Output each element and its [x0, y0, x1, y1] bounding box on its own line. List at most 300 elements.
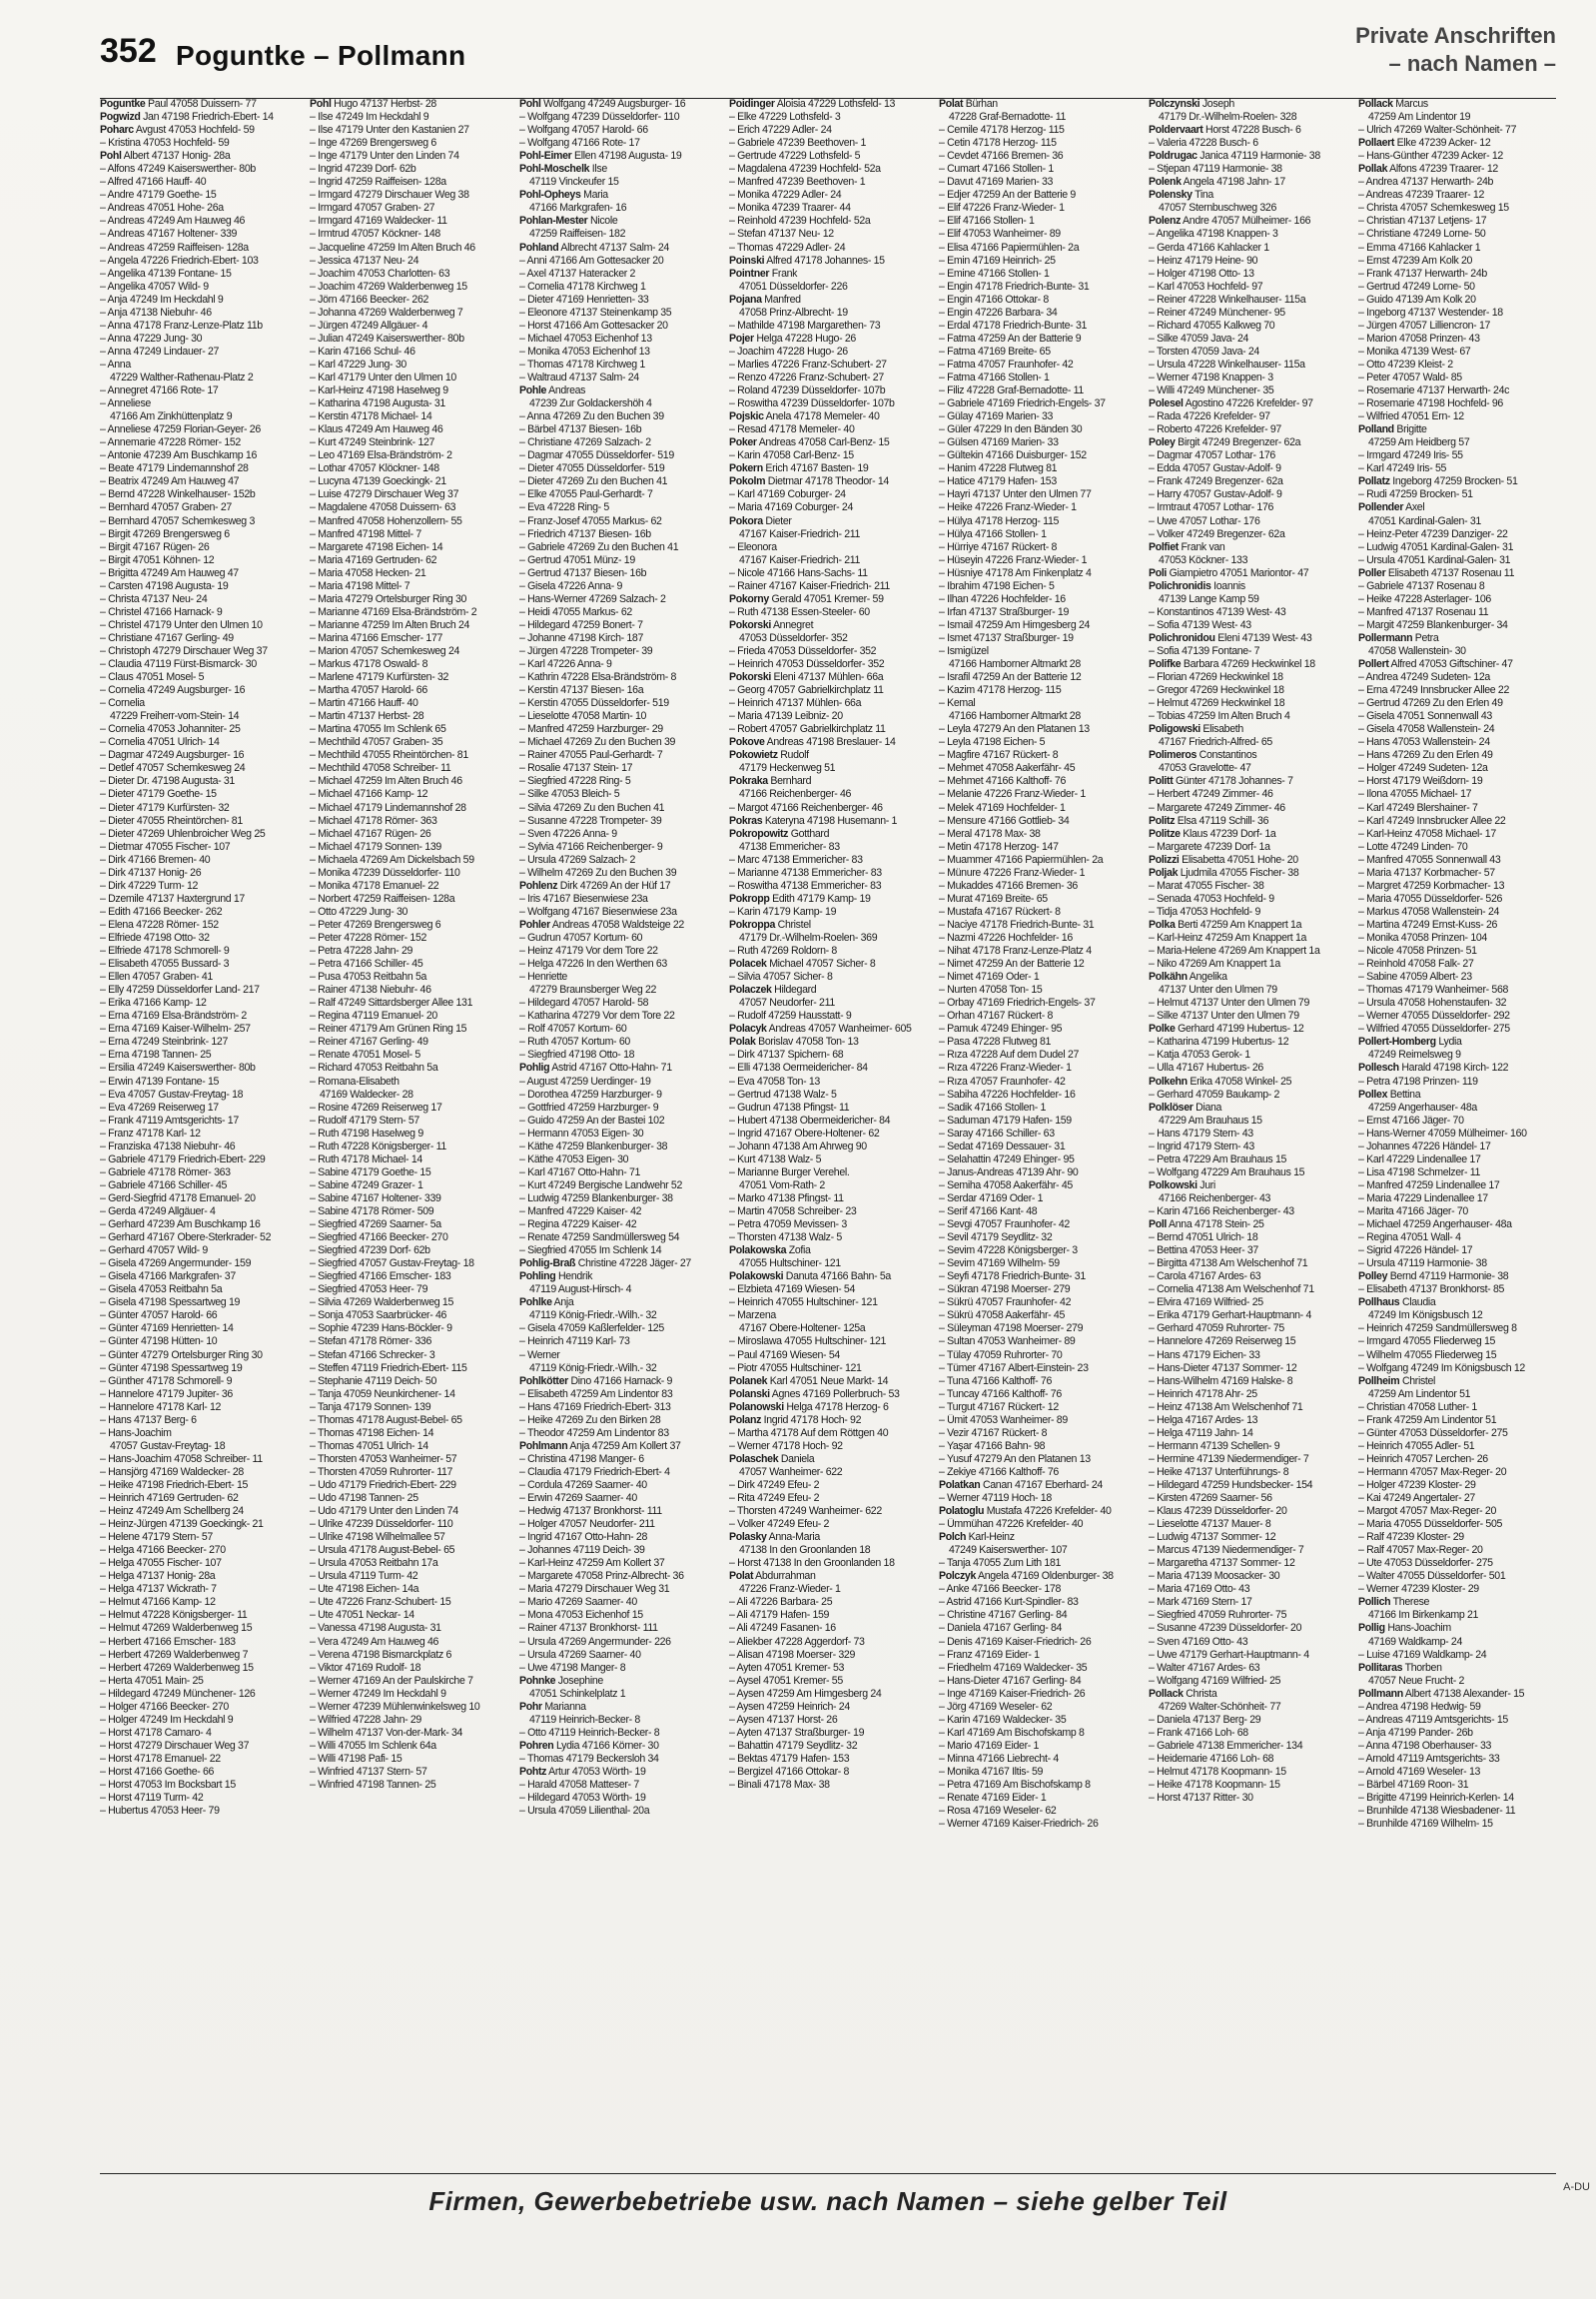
list-item: [1149, 828, 1346, 841]
entry-text: – Romana-Elisabeth: [310, 1075, 399, 1088]
entry-text: – Horst 47053 Im Bocksbart 15: [100, 1779, 236, 1792]
entry-text: – Martha 47178 Auf dem Röttgen 40: [729, 1426, 889, 1439]
entry-text: 47228 Graf-Bernadotte- 11: [949, 111, 1067, 124]
list-item: [310, 1309, 507, 1322]
entry-text: – Sabiha 47226 Hochfelder- 16: [939, 1088, 1076, 1101]
list-item: [310, 488, 507, 501]
entry-text: – Anna 47198 Oberhauser- 33: [1358, 1739, 1492, 1752]
entry-text: – Birgitta 47138 Am Welschenhof 71: [1149, 1257, 1308, 1270]
entry-text: – Roswitha 47239 Düsseldorfer- 107b: [729, 397, 895, 410]
entry-text: – Gisela 47226 Anna- 9: [519, 579, 623, 592]
list-item: [729, 1296, 927, 1309]
entry-text: – Rosine 47269 Reiserweg 17: [310, 1101, 442, 1114]
entry-text: – Christian 47058 Luther- 1: [1358, 1400, 1477, 1413]
surname: Pohlan-Mester: [519, 215, 588, 228]
entry-text: – Ralf 47249 Sittardsberger Allee 131: [310, 997, 473, 1010]
entry-text: – Willi 47198 Pafi- 15: [310, 1752, 402, 1765]
entry-text: – Eva 47057 Gustav-Freytag- 18: [100, 1088, 244, 1101]
list-item: [519, 775, 717, 788]
list-item: [310, 1414, 507, 1427]
list-item: [1149, 1753, 1346, 1766]
entry-text: – Martina 47249 Ernst-Kuss- 26: [1358, 918, 1498, 931]
entry-text: Agostino 47226 Krefelder- 97: [1183, 397, 1313, 410]
surname: Poligowski: [1149, 723, 1200, 736]
entry-text: – Ismail 47259 Am Himgesberg 24: [939, 618, 1091, 631]
entry-text: – Cornelia 47249 Augsburger- 16: [100, 684, 246, 697]
list-item: [519, 281, 717, 294]
entry-text: – Tanja 47055 Zum Lith 181: [939, 1557, 1062, 1570]
entry-text: – Irmgard 47055 Fliederweg 15: [1358, 1335, 1496, 1348]
list-item: [519, 1023, 717, 1036]
entry-text: – Sedat 47169 Dessauer- 31: [939, 1140, 1066, 1152]
entry-text: – Lieselotte 47137 Mauer- 8: [1149, 1518, 1271, 1531]
list-item: [100, 932, 298, 945]
list-item: [729, 423, 927, 436]
entry-text: Albert 47138 Alexander- 15: [1402, 1687, 1525, 1700]
list-item: [519, 320, 717, 333]
entry-text: – Gisela 47058 Wallenstein- 24: [1358, 723, 1495, 736]
entry-text: – Karl-Heinz 47198 Haselweg 9: [310, 384, 448, 397]
surname: Pohlkötter: [519, 1374, 568, 1387]
list-item: [519, 671, 717, 684]
list-item: [939, 932, 1137, 945]
entry-text: – Karin 47166 Reichenberger- 43: [1149, 1204, 1294, 1217]
list-item: [939, 1636, 1137, 1649]
entry-text: Hildegard: [771, 984, 817, 997]
entry-text: Bernhard: [767, 775, 812, 788]
entry-text: – Maria 47169 Coburger- 24: [729, 501, 853, 514]
surname: Pollesch: [1358, 1062, 1399, 1075]
entry-text: – Dzemile 47137 Haxtergrund 17: [100, 892, 245, 905]
entry-text: – Helga 47226 In den Werthen 63: [519, 958, 667, 971]
list-item: [519, 1492, 717, 1505]
list-item: [1358, 1570, 1556, 1583]
entry-text: – Holger 47166 Beecker- 270: [100, 1700, 229, 1713]
surname: Pollmann: [1358, 1687, 1403, 1700]
entry-text: 47166 Am Zinkhüttenplatz 9: [110, 410, 233, 423]
list-item: [729, 1153, 927, 1166]
list-item: [729, 462, 927, 475]
list-item: [1149, 775, 1346, 788]
list-item: [1358, 1766, 1556, 1779]
entry-text: Marcus: [1392, 98, 1428, 110]
list-item: [1149, 723, 1346, 736]
entry-text: – Süleyman 47198 Moerser- 279: [939, 1322, 1084, 1335]
entry-text: – Wolfgang 47239 Düsseldorfer- 110: [519, 111, 680, 124]
list-item: [1358, 436, 1556, 449]
list-item: [100, 984, 298, 997]
entry-text: – Waltraud 47137 Salm- 24: [519, 371, 639, 383]
surname: Pohnke: [519, 1674, 556, 1687]
entry-text: Andreas 47198 Breslauer- 14: [764, 736, 896, 749]
list-item: [519, 1701, 717, 1714]
list-item: [519, 1427, 717, 1440]
list-item: [310, 242, 507, 255]
list-item: [100, 1753, 298, 1766]
entry-text: Andreas 47058 Carl-Benz- 15: [756, 436, 890, 449]
list-item: [100, 1270, 298, 1283]
list-item: [729, 1362, 927, 1375]
list-item: [1358, 1166, 1556, 1179]
list-item: [519, 645, 717, 658]
list-item: [519, 1076, 717, 1089]
listing-column-7: [1358, 98, 1556, 2167]
entry-text: 47166 Hamborner Altmarkt 28: [949, 710, 1081, 723]
name-range: Poguntke – Pollmann: [176, 40, 466, 71]
entry-text: – Friedrich 47137 Biesen- 16b: [519, 527, 651, 540]
list-item: [939, 1218, 1137, 1231]
entry-text: – Dirk 47249 Efeu- 2: [729, 1478, 820, 1491]
entry-text: – Wilfried 47051 Ern- 12: [1358, 410, 1464, 423]
list-item: [729, 1544, 927, 1557]
list-item: [1149, 488, 1346, 501]
list-item: [1149, 1544, 1346, 1557]
list-item: [1358, 1141, 1556, 1153]
list-item: [1358, 1596, 1556, 1609]
surname: Polke: [1149, 1023, 1176, 1036]
entry-text: – Helmut 47269 Heckwinkel 18: [1149, 697, 1285, 710]
entry-text: – Anja 47199 Pander- 26b: [1358, 1726, 1473, 1739]
list-item: [1149, 1296, 1346, 1309]
list-item: [729, 137, 927, 150]
entry-text: Danuta 47166 Bahn- 5a: [783, 1270, 891, 1283]
surname: Pokowietz: [729, 749, 778, 762]
entry-text: – Heinz 47138 Am Welschenhof 71: [1149, 1400, 1303, 1413]
entry-text: – Horst 47166 Goethe- 66: [100, 1766, 215, 1778]
list-item: [310, 775, 507, 788]
list-item: [310, 762, 507, 775]
surname: Poharc: [100, 124, 134, 137]
entry-text: Angela 47198 Jahn- 17: [1181, 176, 1285, 189]
entry-text: – Ludwig 47259 Blankenburger- 38: [519, 1191, 673, 1204]
list-item: [519, 1192, 717, 1205]
list-item: [100, 1283, 298, 1296]
list-item: [310, 475, 507, 488]
entry-text: – Gabriele 47169 Friedrich-Engels- 37: [939, 397, 1106, 410]
list-item: [729, 1779, 927, 1792]
entry-text: Anna 47178 Stein- 25: [1167, 1218, 1264, 1231]
entry-text: – Ursula 47119 Turm- 42: [310, 1570, 418, 1583]
list-item: [1149, 228, 1346, 241]
list-item: [100, 333, 298, 346]
list-item: [729, 163, 927, 176]
list-item: [729, 1649, 927, 1662]
list-item: [310, 1322, 507, 1335]
footer-note: Firmen, Gewerbebetriebe usw. nach Namen – siehe gelber Teil: [428, 2186, 1227, 2216]
list-item: [310, 1427, 507, 1440]
list-item: [729, 1714, 927, 1727]
list-item: [310, 294, 507, 307]
entry-text: – Kerstin 47055 Düsseldorfer- 519: [519, 697, 669, 710]
entry-text: – Yusuf 47279 An den Platanen 13: [939, 1452, 1091, 1465]
entry-text: – Heike 47178 Koopmann- 15: [1149, 1779, 1280, 1792]
entry-text: – Ruth 47228 Königsberger- 11: [310, 1140, 446, 1152]
list-item: [939, 1231, 1137, 1244]
list-item: [1149, 1557, 1346, 1570]
list-item: [100, 841, 298, 854]
list-item: [939, 202, 1137, 215]
list-item: [519, 1036, 717, 1049]
list-item: [1358, 932, 1556, 945]
entry-text: – Piotr 47055 Hultschiner- 121: [729, 1361, 862, 1374]
entry-text: – Martin 47058 Schreiber- 23: [729, 1204, 857, 1217]
entry-text: – Karl 47226 Anna- 9: [519, 658, 612, 671]
entry-text: – Robert 47057 Gabrielkirchplatz 11: [729, 723, 886, 736]
entry-text: – Sigrid 47226 Händel- 17: [1358, 1244, 1473, 1257]
entry-text: Janica 47119 Harmonie- 38: [1197, 150, 1320, 163]
list-item: [939, 501, 1137, 514]
entry-text: – Cornelia 47053 Johanniter- 25: [100, 723, 241, 736]
list-item: [310, 645, 507, 658]
entry-text: – Margarete 47058 Prinz-Albrecht- 36: [519, 1570, 684, 1583]
list-item: [939, 1792, 1137, 1805]
list-item: [939, 124, 1137, 137]
list-item: [100, 1309, 298, 1322]
entry-text: – Heinrich 47055 Hultschiner- 121: [729, 1296, 878, 1309]
list-item: [1149, 111, 1346, 124]
list-item: [729, 1309, 927, 1322]
list-item: [100, 1141, 298, 1153]
entry-text: – Gertrud 47269 Zu den Erlen 49: [1358, 697, 1503, 710]
entry-text: – Ruth 47138 Essen-Steeler- 60: [729, 605, 870, 618]
entry-text: – Christiane 47167 Gerling- 49: [100, 631, 234, 644]
list-item: [1358, 1128, 1556, 1141]
entry-text: – Gertrud 47137 Biesen- 16b: [519, 566, 647, 579]
entry-text: Dieter: [762, 514, 792, 527]
list-item: [1149, 501, 1346, 514]
entry-text: – Rainer 47137 Bronkhorst- 111: [519, 1622, 658, 1635]
list-item: [1358, 645, 1556, 658]
list-item: [310, 1089, 507, 1102]
entry-text: Bernd 47119 Harmonie- 38: [1387, 1270, 1509, 1283]
entry-text: – Helmut 47228 Königsberger- 11: [100, 1609, 248, 1622]
entry-text: – Margret 47259 Korbmacher- 13: [1358, 879, 1505, 892]
list-item: [100, 567, 298, 580]
list-item: [729, 1141, 927, 1153]
entry-text: – Dagmar 47057 Lothar- 176: [1149, 449, 1275, 462]
entry-text: – Reiner 47179 Am Grünen Ring 15: [310, 1023, 467, 1036]
list-item: [100, 268, 298, 281]
entry-text: – Kerstin 47178 Michael- 14: [310, 410, 432, 423]
entry-text: 47166 Reichenberger- 46: [739, 788, 852, 801]
entry-text: – Arnold 47169 Weseler- 13: [1358, 1766, 1481, 1778]
list-item: [939, 971, 1137, 984]
entry-text: – Udo 47179 Friedrich-Ebert- 229: [310, 1478, 456, 1491]
entry-text: – Helga 47167 Ardes- 13: [1149, 1413, 1258, 1426]
list-item: [1149, 528, 1346, 541]
entry-text: – Helmut 47269 Walderbenweg 15: [100, 1622, 253, 1635]
list-item: [519, 215, 717, 228]
list-item: [1149, 1675, 1346, 1688]
list-item: [519, 268, 717, 281]
entry-text: – Monika 47167 Iltis- 59: [939, 1766, 1044, 1778]
list-item: [939, 320, 1137, 333]
list-item: [939, 1557, 1137, 1570]
entry-text: – Ruth 47178 Michael- 14: [310, 1152, 422, 1165]
list-item: [310, 202, 507, 215]
list-item: [729, 736, 927, 749]
list-item: [939, 1010, 1137, 1023]
entry-text: Alfred 47053 Giftschiner- 47: [1388, 658, 1513, 671]
entry-text: – Gülay 47169 Marien- 33: [939, 410, 1054, 423]
entry-text: Karl 47051 Neue Markt- 14: [767, 1374, 889, 1387]
entry-text: – Nicole 47166 Hans-Sachs- 11: [729, 566, 868, 579]
list-item: [729, 1466, 927, 1479]
list-item: [1149, 932, 1346, 945]
entry-text: – Sofia 47139 West- 43: [1149, 618, 1251, 631]
entry-text: Karl-Heinz: [966, 1531, 1015, 1544]
list-item: [519, 346, 717, 359]
list-item: [939, 488, 1137, 501]
entry-text: – Stjepan 47119 Harmonie- 38: [1149, 163, 1282, 176]
list-item: [100, 749, 298, 762]
entry-text: – Selahattin 47249 Ehinger- 95: [939, 1152, 1075, 1165]
entry-text: 47119 König-Friedr.-Wilh.- 32: [529, 1309, 657, 1322]
list-item: [1149, 710, 1346, 723]
entry-text: – Sophie 47239 Hans-Böckler- 9: [310, 1322, 452, 1335]
list-item: [729, 906, 927, 919]
list-item: [310, 359, 507, 372]
list-item: [100, 1805, 298, 1818]
list-item: [939, 346, 1137, 359]
list-item: [519, 1688, 717, 1701]
entry-text: – Ümit 47053 Wanheimer- 89: [939, 1413, 1068, 1426]
list-item: [100, 1636, 298, 1649]
list-item: [519, 1453, 717, 1466]
list-item: [939, 423, 1137, 436]
list-item: [1358, 762, 1556, 775]
entry-text: – Ulrich 47269 Walter-Schönheit- 77: [1358, 124, 1517, 137]
list-item: [939, 242, 1137, 255]
entry-text: – Aysen 47259 Am Himgesberg 24: [729, 1687, 882, 1700]
entry-text: Nicole: [587, 215, 618, 228]
entry-text: – Elzbieta 47169 Wiesen- 54: [729, 1283, 855, 1296]
list-item: [729, 488, 927, 501]
list-item: [1358, 1062, 1556, 1075]
list-item: [310, 1115, 507, 1128]
surname: Polacyk: [729, 1023, 767, 1036]
entry-text: – Günter 47053 Düsseldorfer- 275: [1358, 1426, 1508, 1439]
surname: Pokorski: [729, 671, 771, 684]
list-item: [100, 307, 298, 320]
list-item: [729, 1205, 927, 1218]
list-item: [1149, 1270, 1346, 1283]
entry-text: – Andre 47179 Goethe- 15: [100, 189, 217, 202]
entry-text: – Karl 47229 Lindenallee 17: [1358, 1152, 1481, 1165]
list-item: [100, 710, 298, 723]
entry-text: – Herbert 47166 Emscher- 183: [100, 1635, 236, 1648]
list-item: [1358, 567, 1556, 580]
entry-text: – Gisela 47053 Reitbahn 5a: [100, 1283, 223, 1296]
list-item: [519, 163, 717, 176]
list-item: [939, 1805, 1137, 1818]
entry-text: – Frank 47259 Am Lindentor 51: [1358, 1413, 1497, 1426]
list-item: [310, 501, 507, 514]
entry-text: – Andreas 47167 Holtener- 339: [100, 228, 238, 241]
list-item: [1149, 1531, 1346, 1544]
entry-text: – Beate 47179 Lindemannshof 28: [100, 462, 249, 475]
entry-text: – Alfred 47166 Hauff- 40: [100, 176, 207, 189]
entry-text: – Horst 47137 Ritter- 30: [1149, 1792, 1253, 1805]
list-item: [939, 1401, 1137, 1414]
entry-text: – Erna 47198 Tannen- 25: [100, 1049, 212, 1062]
list-item: [939, 1166, 1137, 1179]
surname: Polichronidis: [1149, 579, 1211, 592]
list-item: [939, 528, 1137, 541]
entry-text: – Helga 47119 Jahn- 14: [1149, 1426, 1253, 1439]
entry-text: – Pamuk 47249 Ehinger- 95: [939, 1023, 1063, 1036]
entry-text: – Heinrich 47259 Sandmüllersweg 8: [1358, 1322, 1517, 1335]
entry-text: – Joachim 47269 Walderbenweg 15: [310, 280, 467, 293]
list-item: [100, 1049, 298, 1062]
list-item: [519, 593, 717, 606]
entry-text: – Anna 47178 Franz-Lenze-Platz 11b: [100, 319, 263, 332]
entry-text: – Margarete 47249 Zimmer- 46: [1149, 801, 1285, 814]
list-item: [519, 880, 717, 893]
list-item: [100, 98, 298, 111]
entry-text: – Ralf 47057 Max-Reger- 20: [1358, 1544, 1483, 1557]
entry-text: – Ludwig 47051 Kardinal-Galen- 31: [1358, 540, 1514, 553]
list-item: [1358, 1218, 1556, 1231]
entry-text: – Hans 47179 Eichen- 33: [1149, 1348, 1260, 1361]
entry-text: – Sabine 47179 Goethe- 15: [310, 1165, 431, 1178]
entry-text: – Aysel 47051 Kremer- 55: [729, 1674, 843, 1687]
entry-text: Agnes 47169 Pollerbruch- 53: [769, 1387, 900, 1400]
list-item: [1149, 384, 1346, 397]
entry-text: – Kai 47249 Angertaler- 27: [1358, 1492, 1475, 1505]
entry-text: – Ali 47179 Hafen- 159: [729, 1609, 830, 1622]
entry-text: – Richard 47053 Reitbahn 5a: [310, 1062, 438, 1075]
list-item: [729, 1440, 927, 1453]
list-item: [729, 775, 927, 788]
entry-text: – Henriette: [519, 971, 567, 984]
entry-text: – Kurt 47249 Bergische Landwehr 52: [519, 1178, 683, 1191]
list-item: [100, 1115, 298, 1128]
entry-text: Berti 47259 Am Knappert 1a: [1175, 918, 1302, 931]
entry-text: 47058 Prinz-Albrecht- 19: [739, 306, 848, 319]
entry-text: – Silke 47053 Bleich- 5: [519, 788, 620, 801]
entry-text: – Mona 47053 Eichenhof 15: [519, 1609, 643, 1622]
entry-text: 47166 Hamborner Altmarkt 28: [949, 658, 1081, 671]
list-item: [1358, 294, 1556, 307]
entry-text: – Engin 47178 Friedrich-Bunte- 31: [939, 280, 1090, 293]
entry-text: – Frieda 47053 Düsseldorfer- 352: [729, 644, 877, 657]
list-item: [100, 541, 298, 554]
entry-text: – Andreas 47119 Amtsgerichts- 15: [1358, 1713, 1508, 1726]
entry-text: Birgit 47249 Bregenzer- 62a: [1175, 436, 1301, 449]
entry-text: – Elisabeth 47259 Am Lindentor 83: [519, 1387, 673, 1400]
entry-text: – Monika 47239 Traarer- 44: [729, 202, 851, 215]
list-item: [1358, 606, 1556, 619]
list-item: [100, 1335, 298, 1348]
list-item: [729, 1492, 927, 1505]
list-item: [939, 775, 1137, 788]
list-item: [100, 1531, 298, 1544]
entry-text: – Hermann 47053 Eigen- 30: [519, 1127, 644, 1140]
list-item: [1149, 1322, 1346, 1335]
list-item: [939, 1675, 1137, 1688]
entry-text: – Astrid 47166 Kurt-Spindler- 83: [939, 1596, 1079, 1609]
list-item: [310, 1049, 507, 1062]
list-item: [519, 658, 717, 671]
list-item: [519, 294, 717, 307]
entry-text: – Anja 47249 Im Heckdahl 9: [100, 293, 224, 306]
surname: Pokras: [729, 814, 763, 827]
list-item: [519, 749, 717, 762]
entry-text: 47169 Waldecker- 28: [320, 1088, 413, 1101]
entry-text: – Karin 47058 Carl-Benz- 15: [729, 449, 854, 462]
entry-text: – Elisabeth 47055 Bussard- 3: [100, 958, 230, 971]
